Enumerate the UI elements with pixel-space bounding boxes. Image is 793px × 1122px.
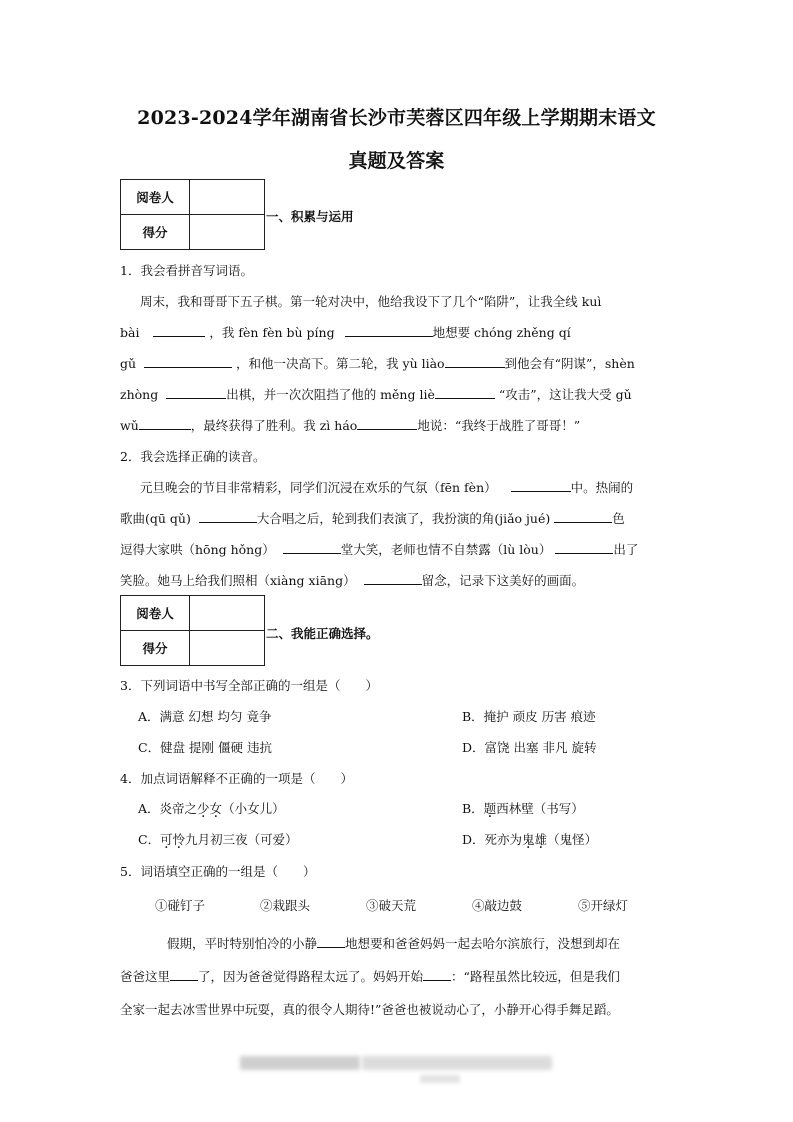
q2-l2b: 大合唱之后，轮到我们表演了，我扮演的角(jiǎo jué) <box>256 511 551 526</box>
answer-blank[interactable] <box>364 572 422 585</box>
answer-blank[interactable] <box>435 386 495 399</box>
q3-option-a[interactable]: A．满意 幻想 均匀 竟争 <box>138 709 272 724</box>
q3-option-c[interactable]: C．健盘 提刚 僵硬 违抗 <box>138 740 272 755</box>
q4-a-text: A．炎帝之 <box>138 801 198 816</box>
q1-l3a: gǔ <box>120 356 137 371</box>
q5-word-5: ⑤开绿灯 <box>578 898 629 913</box>
q2-l3b: 堂大笑，老师也情不自禁露（lù lòu） <box>340 542 552 557</box>
footer-watermark-blur <box>362 1056 552 1070</box>
q5-p2c: ：“路程虽然比较远，但是我们 <box>451 969 620 984</box>
q5-p1b: 地想要和爸爸妈妈一起去哈尔滨旅行，没想到却在 <box>345 936 621 951</box>
q1-l2b: ，我 fèn fèn bù píng <box>209 325 335 340</box>
score-cell[interactable] <box>190 631 265 666</box>
q2-l4a: 笑脸。她马上给我们照相（xiàng xiāng） <box>120 573 356 588</box>
q4-d-gloss: （鬼怪） <box>547 832 598 847</box>
q5-para-line3: 全家一起去冰雪世界中玩耍，真的很令人期待!”爸爸也被说动心了，小静开心得手舞足蹈。 <box>120 1002 619 1017</box>
q1-line4 <box>120 385 632 403</box>
q3-prompt: 3．下列词语中书写全部正确的一组是（ ） <box>120 678 378 693</box>
answer-blank[interactable] <box>153 324 205 337</box>
q1-l5a: wǔ <box>120 418 139 433</box>
q5-word-4: ④敲边鼓 <box>472 898 523 913</box>
dotted-char: 雄 <box>534 832 548 847</box>
dotted-char: 可 <box>160 832 173 847</box>
q1-line5 <box>120 416 580 434</box>
reviewer-cell[interactable] <box>190 596 265 631</box>
q2-l4b: 留念，记录下这美好的画面。 <box>421 573 585 588</box>
q1-l5c: 地说：“我终于战胜了哥哥！” <box>417 418 581 433</box>
answer-blank[interactable] <box>554 510 612 523</box>
q3-option-b[interactable]: B．掩护 顽皮 历害 痕迹 <box>462 709 596 724</box>
answer-blank[interactable] <box>345 324 433 337</box>
q5-word-1: ①碰钉子 <box>155 898 206 913</box>
q1-l2a: bài <box>120 325 140 340</box>
answer-blank[interactable] <box>144 355 232 368</box>
answer-blank[interactable] <box>445 355 505 368</box>
q5-para-line1 <box>167 934 620 952</box>
q4-option-b[interactable] <box>462 799 584 817</box>
answer-blank[interactable] <box>166 386 226 399</box>
q2-l2a: 歌曲(qū qǔ) <box>120 511 191 526</box>
page-title-line1: 2023-2024学年湖南省长沙市芙蓉区四年级上学期期末语文 <box>137 107 656 129</box>
q5-para-line2 <box>120 967 620 985</box>
score-label: 得分 <box>121 215 190 250</box>
score-table-2 <box>120 595 265 666</box>
score-label: 得分 <box>121 631 190 666</box>
section-1-title: 一、积累与运用 <box>266 209 354 224</box>
answer-blank[interactable] <box>170 968 198 981</box>
dotted-char: 少 <box>197 801 210 816</box>
q1-l4b: 出棋，并一次次阻挡了他的 měng liè <box>226 387 435 402</box>
q1-l3b: ，和他一决高下。第二轮，我 yù liào <box>236 356 445 371</box>
q5-word-3: ③破天荒 <box>366 898 417 913</box>
q5-p2a: 爸爸这里 <box>120 969 171 984</box>
q2-line1 <box>140 478 633 496</box>
answer-blank[interactable] <box>283 541 341 554</box>
reviewer-label: 阅卷人 <box>121 596 190 631</box>
score-table-1 <box>120 179 265 250</box>
q2-line3 <box>120 540 638 558</box>
q4-d-text: D．死亦为 <box>462 832 523 847</box>
q1-l3c: 到他会有“阴谋”，shèn <box>504 356 635 371</box>
q5-p1a: 假期，平时特别怕冷的小静 <box>167 936 318 951</box>
q1-l4a: zhòng <box>120 387 159 402</box>
section-2-title: 二、我能正确选择。 <box>266 626 379 641</box>
score-cell[interactable] <box>190 215 265 250</box>
q1-l5b: ，最终获得了胜利。我 zì háo <box>190 418 358 433</box>
footer-watermark-blur <box>420 1075 460 1083</box>
q1-l2c: 地想要 chóng zhěng qí <box>432 325 571 340</box>
q2-line4 <box>120 571 584 589</box>
q2-l3a: 逗得大家哄（hōng hǒng） <box>120 542 275 557</box>
dotted-char: 怜 <box>172 832 186 847</box>
q4-a-gloss: （小女儿） <box>222 801 285 816</box>
q1-line3 <box>120 354 635 372</box>
page-title-line2: 真题及答案 <box>348 150 445 172</box>
dotted-char: 女 <box>209 801 223 816</box>
q5-p2b: 了，因为爸爸觉得路程太远了。妈妈开始 <box>198 969 424 984</box>
q4-prompt: 4．加点词语解释不正确的一项是（ ） <box>120 771 353 786</box>
q2-line2 <box>120 509 625 527</box>
q1-line1: 周末，我和哥哥下五子棋。第一轮对决中，他给我设下了几个“陷阱”，让我全线 kuì <box>140 294 602 309</box>
footer-watermark-blur <box>240 1056 360 1070</box>
q3-option-d[interactable]: D．富饶 出塞 非凡 旋转 <box>462 740 597 755</box>
dotted-char: 题 <box>483 801 497 816</box>
q4-option-c[interactable] <box>138 830 298 848</box>
q4-c-text: C． <box>138 832 161 847</box>
answer-blank[interactable] <box>511 479 571 492</box>
answer-blank[interactable] <box>357 417 417 430</box>
q2-l1a: 元旦晚会的节目非常精彩，同学们沉浸在欢乐的气氛（fēn fèn） <box>140 480 497 495</box>
dotted-char: 鬼 <box>522 832 535 847</box>
q4-b-gloss: 西林壁（书写） <box>496 801 584 816</box>
q2-l3c: 出了 <box>613 542 639 557</box>
q2-l1b: 中。热闹的 <box>570 480 634 495</box>
q2-l2c: 色 <box>612 511 625 526</box>
q4-option-a[interactable] <box>138 799 285 817</box>
q1-l4c: “攻击”，这让我大受 gǔ <box>498 387 632 402</box>
q1-line2 <box>120 323 571 341</box>
reviewer-cell[interactable] <box>190 180 265 215</box>
q1-prompt: 1．我会看拼音写词语。 <box>120 263 253 278</box>
q5-word-2: ②栽跟头 <box>260 898 311 913</box>
answer-blank[interactable] <box>139 417 191 430</box>
q4-b-text: B． <box>462 801 484 816</box>
answer-blank[interactable] <box>555 541 613 554</box>
answer-blank[interactable] <box>317 935 345 948</box>
q5-prompt: 5．词语填空正确的一组是（ ） <box>120 864 316 879</box>
answer-blank[interactable] <box>199 510 257 523</box>
answer-blank[interactable] <box>423 968 451 981</box>
q2-prompt: 2．我会选择正确的读音。 <box>120 449 266 464</box>
q4-option-d[interactable] <box>462 830 597 848</box>
reviewer-label: 阅卷人 <box>121 180 190 215</box>
q4-c-gloss: 九月初三夜（可爱） <box>185 832 298 847</box>
